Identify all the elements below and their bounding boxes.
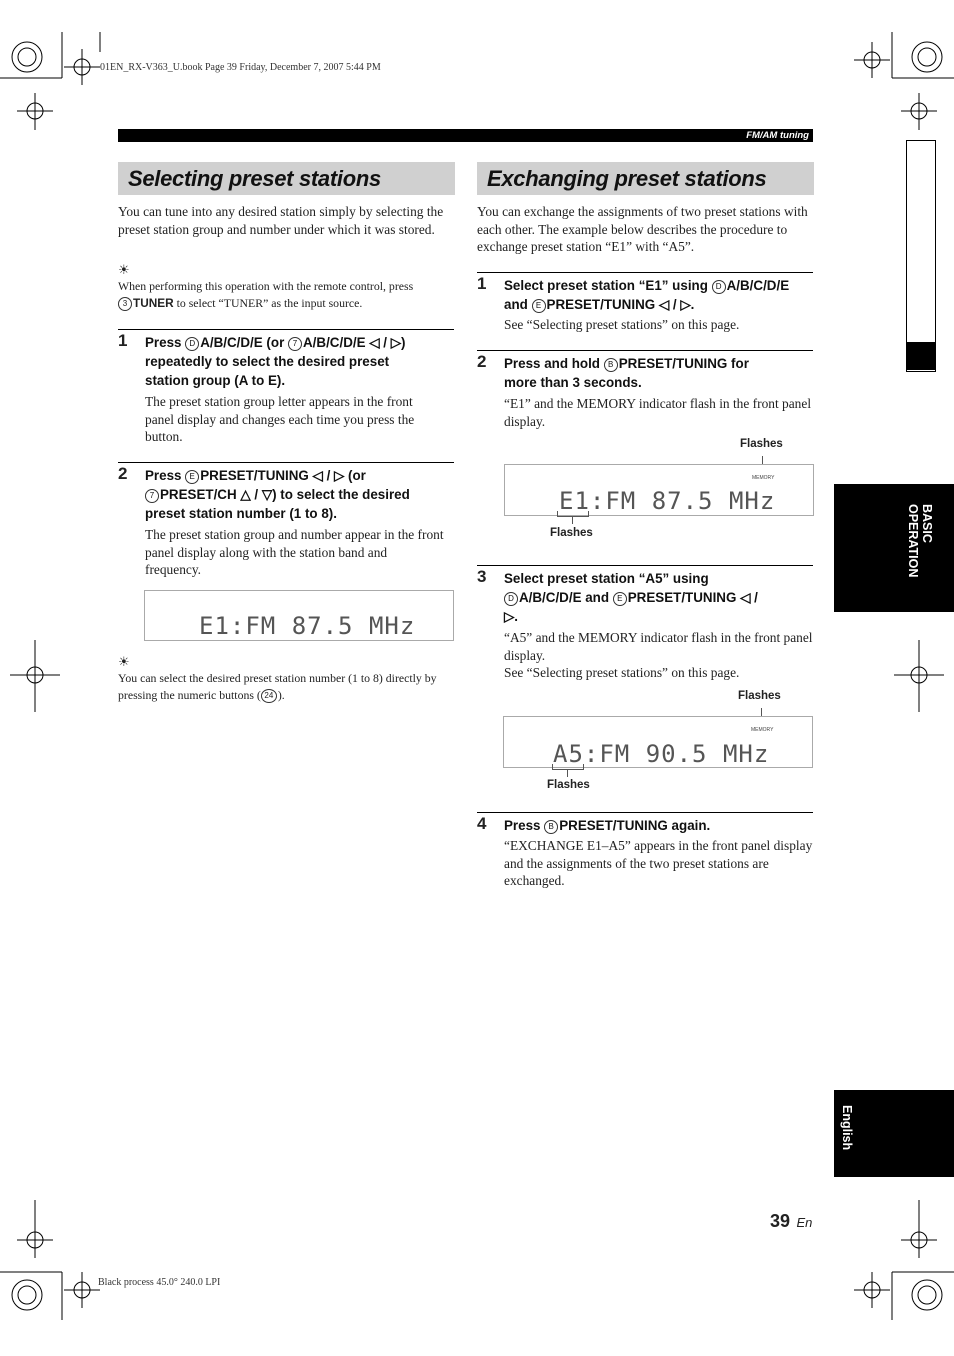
left-step2-number: 2 [118, 464, 128, 483]
right-step2-number: 2 [477, 352, 487, 371]
right-step3-heading [504, 569, 816, 626]
r-step2-l1b: PRESET/TUNING for [618, 356, 749, 371]
step2-l1a: Press [145, 468, 186, 483]
right-step3-body-1: “A5” and the MEMORY indicator flash in the front panel display. [504, 630, 813, 663]
remote-key-b-icon: B [604, 358, 618, 372]
r-step4-l1a: Press [504, 818, 545, 833]
left-step1-number: 1 [118, 331, 128, 350]
memory-indicator-2: MEMORY [751, 727, 774, 733]
right-step2-rule [477, 350, 813, 351]
right-step3-number: 3 [477, 567, 487, 586]
memory-indicator-1: MEMORY [752, 475, 775, 481]
flash-pointer-e1 [572, 516, 573, 524]
thumb-index-outline [906, 140, 936, 372]
right-step1-number: 1 [477, 274, 487, 293]
flashes-label-a5: Flashes [547, 779, 590, 791]
r-step3-l2b: PRESET/TUNING ◁ / [627, 590, 758, 605]
right-title-text: Exchanging preset stations [487, 166, 767, 191]
step1-l1c: A/B/C/D/E ◁ / ▷) [303, 335, 406, 350]
tip2-text-a: You can select the desired preset station number (1 to 8) directly by pressing the numeric buttons ( [118, 671, 437, 703]
flashes-label-memory-1: Flashes [740, 438, 783, 450]
r-step2-l2: more than 3 seconds. [504, 375, 642, 390]
remote-key-d-icon: D [185, 337, 199, 351]
left-step1-body: The preset station group letter appears in the front panel display and changes each time you press the button. [145, 394, 415, 445]
r-step4-l1b: PRESET/TUNING again. [559, 818, 711, 833]
tip-icon: ☀ [118, 262, 130, 277]
left-tip-2 [118, 670, 454, 704]
flash-bracket-e1 [557, 511, 589, 517]
basic-operation-tab [834, 484, 954, 612]
left-step1-rule [118, 329, 454, 330]
r-step2-l1a: Press and hold [504, 356, 604, 371]
left-title-text: Selecting preset stations [128, 166, 381, 191]
r-step3-l2a: A/B/C/D/E and [519, 590, 613, 605]
step2-l2b: PRESET/CH △ / ▽) to select the desired [160, 487, 410, 502]
remote-key-7-icon: 7 [145, 489, 159, 503]
step1-l2: repeatedly to select the desired preset [145, 354, 390, 369]
flashes-label-e1: Flashes [550, 527, 593, 539]
thumb-index-block [906, 342, 935, 370]
right-step2-heading [504, 354, 816, 392]
section-label: FM/AM tuning [746, 130, 809, 141]
right-display-2-text: A5:FM 90.5 MHz [553, 740, 770, 768]
remote-key-7-icon: 7 [288, 337, 302, 351]
left-display-text: E1:FM 87.5 MHz [199, 612, 416, 640]
right-step4-body: “EXCHANGE E1–A5” appears in the front panel display and the assignments of the two preset stations are exchanged. [504, 838, 813, 889]
right-step2-body: “E1” and the MEMORY indicator flash in the front panel display. [504, 396, 812, 429]
right-intro: You can exchange the assignments of two preset stations with each other. The example below describes the procedure to exchange preset station “E1” with “A5”. [477, 204, 808, 255]
step2-l1b: PRESET/TUNING ◁ / ▷ (or [200, 468, 366, 483]
flash-bracket-a5 [552, 764, 584, 770]
print-info-footer: Black process 45.0° 240.0 LPI [98, 1277, 221, 1288]
right-front-panel-display-2 [503, 716, 813, 768]
left-step1-heading [145, 333, 455, 390]
step1-l1b: A/B/C/D/E (or [200, 335, 289, 350]
section-header-bar [118, 129, 813, 142]
r-step3-l1: Select preset station “A5” using [504, 571, 709, 586]
r-step1-l2b: PRESET/TUNING ◁ / ▷. [546, 297, 695, 312]
remote-key-e-icon: E [613, 592, 627, 606]
step1-l3: station group (A to E). [145, 373, 286, 388]
page-number: 39 [770, 1211, 791, 1231]
right-step3-rule [477, 565, 813, 566]
left-section-title [118, 162, 455, 195]
right-step4-rule [477, 812, 813, 813]
flashes-label-memory-2: Flashes [738, 690, 781, 702]
left-tip-1 [118, 278, 458, 312]
right-step1-rule [477, 272, 813, 273]
tip1-text-a: When performing this operation with the remote control, press [118, 279, 414, 293]
page-number-block [770, 1211, 812, 1232]
right-section-title [477, 162, 814, 195]
english-tab [834, 1090, 954, 1177]
english-label: English [840, 1105, 854, 1151]
right-step4-number: 4 [477, 814, 487, 833]
remote-key-e-icon: E [532, 299, 546, 313]
book-info-header: 01EN_RX-V363_U.book Page 39 Friday, December 7, 2007 5:44 PM [100, 62, 381, 73]
page-language: En [796, 1215, 813, 1230]
right-step1-body: See “Selecting preset stations” on this page. [504, 317, 740, 332]
remote-key-e-icon: E [185, 470, 199, 484]
r-step1-l1b: A/B/C/D/E [726, 278, 790, 293]
r-step1-l1a: Select preset station “E1” using [504, 278, 712, 293]
numeric-buttons-number-icon: 24 [261, 689, 277, 703]
flash-pointer-a5 [567, 769, 568, 777]
left-step2-body: The preset station group and number appear in the front panel display along with the station band and frequency. [145, 527, 444, 578]
tip-icon: ☀ [118, 654, 130, 669]
remote-key-d-icon: D [504, 592, 518, 606]
tip1-text-b: to select “TUNER” as the input source. [173, 296, 363, 311]
tuner-key-label: TUNER [133, 296, 174, 311]
basic-operation-label: BASIC OPERATION [906, 504, 934, 578]
step2-l3: preset station number (1 to 8). [145, 506, 337, 521]
right-step4-heading [504, 816, 816, 835]
step1-l1a: Press [145, 335, 186, 350]
right-step3-body-2: See “Selecting preset stations” on this page. [504, 665, 740, 680]
remote-key-d-icon: D [712, 280, 726, 294]
tip2-text-b: ). [277, 688, 285, 703]
right-front-panel-display-1 [504, 464, 814, 516]
right-display-1-text: E1:FM 87.5 MHz [559, 487, 776, 515]
r-step3-l3: ▷. [504, 609, 519, 624]
remote-key-b-icon: B [544, 820, 558, 834]
left-step2-heading [145, 466, 455, 523]
left-front-panel-display [144, 590, 454, 641]
left-step2-rule [118, 462, 454, 463]
r-step1-l2a: and [504, 297, 532, 312]
left-intro: You can tune into any desired station simply by selecting the preset station group and number under which it was stored. [118, 204, 444, 237]
tuner-button-number-icon: 3 [118, 297, 132, 311]
right-step1-heading [504, 276, 816, 314]
